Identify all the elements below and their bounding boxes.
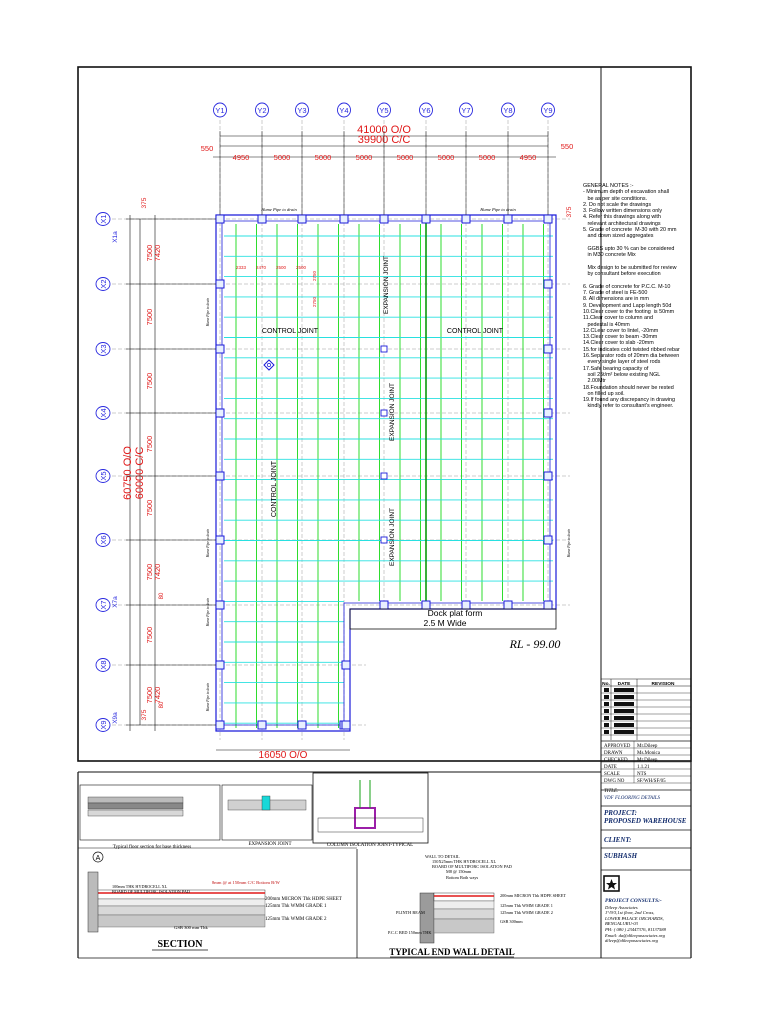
column-marker <box>544 280 552 288</box>
grid-bubble-label: Y8 <box>503 106 513 115</box>
column-marker <box>380 601 388 609</box>
dim-bay: 4950 <box>519 153 537 162</box>
note-item: 10.Clear cover to the footing is 50mm <box>583 308 675 315</box>
rev-mark <box>614 730 634 734</box>
dim-left-bay: 7420 <box>153 686 162 704</box>
section-title: SECTION <box>157 939 203 950</box>
floor-layer <box>88 797 183 803</box>
note-item: 4. Refer this drawings along with <box>583 214 661 221</box>
dim-left-bay: 7420 <box>153 563 162 581</box>
column-marker <box>258 721 266 729</box>
column-marker <box>258 215 266 223</box>
title-value: VDF FLOORING DETAILS <box>604 796 661 801</box>
dim-left-bay: 7500 <box>145 244 154 262</box>
hume-pipe-label-v: Hume Pipe to drain <box>567 528 571 558</box>
dim-overall-left: 60750 O/O <box>122 446 134 500</box>
notes-title: GENERAL NOTES :- <box>583 183 634 189</box>
column-marker <box>216 536 224 544</box>
note-item: 9. Development and Lapp length 50d <box>583 302 672 309</box>
column-marker <box>216 721 224 729</box>
grid-bubble-label: X3 <box>99 344 108 354</box>
consult-line: LOWER PALACE ORCHARDS, <box>605 915 664 921</box>
consultant-block <box>605 899 690 944</box>
panel-dim: 2333 <box>235 265 247 270</box>
grid-sub-label: X7a <box>112 596 119 608</box>
endwall-note: M8 @ 150mm <box>446 869 472 874</box>
note-item: 18.Foundation should never be rested <box>583 384 674 391</box>
approved-label: APPROVED <box>604 744 631 749</box>
rev-mark <box>604 730 609 734</box>
expansion-joint-label: EXPANSION JOINT <box>389 382 396 442</box>
note-item: 6. Grade of concrete for P.C.C. M-10 <box>583 283 671 290</box>
hume-pipe-label: Hume Pipe to drain <box>480 207 516 212</box>
hume-pipe-label-v: Hume Pipe to drain <box>206 597 210 627</box>
client-value: SUBHASH <box>604 852 638 860</box>
grid-bubble-label: X5 <box>99 471 108 481</box>
note-item: soil 25t/m² below existing NGL <box>583 371 661 378</box>
grid-bubble-label: X7 <box>99 600 108 610</box>
grid-bubble-label: Y5 <box>379 106 389 115</box>
panel-dim-v: 2750 <box>312 296 317 308</box>
endwall-note: 125mm Thk WMM GRADE 2 <box>500 910 553 915</box>
date-value: 1.1.21 <box>637 765 650 770</box>
approved-value: Mr.Dileep <box>637 744 658 749</box>
grid-bubble-label: Y2 <box>257 106 267 115</box>
dim-small: 375 <box>141 709 148 721</box>
scale-value: NTS <box>637 772 647 777</box>
endwall-note: Bottom Both ways <box>446 875 479 880</box>
consult-lines <box>605 905 690 944</box>
expansion-joint-label: EXPANSION JOINT <box>383 255 390 315</box>
note-item: relevant architectural drawings <box>583 220 661 227</box>
floor-layer <box>88 810 183 816</box>
column-marker <box>342 721 350 729</box>
floor-layer <box>88 803 183 809</box>
dim-small-right: 375 <box>566 206 573 218</box>
dim-bay: 5000 <box>314 153 332 162</box>
note-item: by consultant before execution <box>583 271 661 278</box>
note-item: every single layer of steel rods <box>583 359 661 366</box>
panel-dim-v: 2750 <box>312 270 317 282</box>
rev-mark <box>604 695 609 699</box>
dim-bay: 5000 <box>478 153 496 162</box>
layer-wmm2 <box>95 906 265 915</box>
column-marker <box>216 409 224 417</box>
note-item: and down sized aggregates <box>583 233 654 240</box>
note-item: 16.Separator rods of 20mm dia between <box>583 353 680 360</box>
control-joint-label-v: CONTROL JOINT <box>271 460 278 518</box>
endwall-note: WALL TO DETAIL <box>425 854 460 859</box>
column-marker-internal <box>381 346 387 352</box>
section-marker-label: A <box>95 855 101 862</box>
column-marker <box>504 601 512 609</box>
endwall-gsb <box>434 919 494 933</box>
column-marker <box>298 215 306 223</box>
dim-edge-right: 550 <box>560 142 574 151</box>
rev-mark <box>614 702 634 706</box>
section-note: 200mm MICRON Thk HDPE SHEET <box>265 897 342 902</box>
grid-sub-label: X9a <box>112 712 119 724</box>
note-item: 2.00Mtr <box>583 378 606 385</box>
consult-label: PROJECT CONSULTS:- <box>605 898 662 904</box>
date-label: DATE <box>604 765 617 770</box>
rev-mark <box>614 695 634 699</box>
dim-bay: 5000 <box>437 153 455 162</box>
column-caption: COLUMN ISOLATION JOINT-TYPICAL <box>326 843 414 848</box>
dim-bottom: 16050 O/O <box>258 750 308 761</box>
column-marker-internal <box>381 537 387 543</box>
note-item: 17.Safe bearing capacity of <box>583 365 649 372</box>
hume-pipe-label-v: Hume Pipe to drain <box>206 528 210 558</box>
note-item: 7. Grade of steel is FE-500 <box>583 290 648 297</box>
dock-label-2: 2.5 M Wide <box>423 618 467 628</box>
column-slab <box>318 818 423 832</box>
endwall-note: 200mm MICRON Thk HDPE SHEET <box>500 893 567 898</box>
dim-bay: 5000 <box>355 153 373 162</box>
column-marker <box>216 472 224 480</box>
control-joint-label: CONTROL JOINT <box>261 328 319 335</box>
endwall-note: GSB 300mm <box>500 919 523 924</box>
column-marker <box>504 215 512 223</box>
panel-dim: 2470 <box>255 265 267 270</box>
note-item: 14.Clear cover to slab -20mm <box>583 340 654 347</box>
rev-mark <box>604 688 609 692</box>
section-wall <box>88 872 98 932</box>
dwg-value: SF/WH/SF/05 <box>637 779 666 784</box>
grid-bubble-label: X8 <box>99 660 108 670</box>
consult-line: Dileep Associates <box>605 904 638 910</box>
diamond-marker <box>264 360 274 370</box>
details-area <box>78 761 691 958</box>
grid-sub-label: X1a <box>112 231 119 243</box>
note-item: - Minimum depth of excavation shall <box>583 189 669 196</box>
consult-line: 1°/9/3,1st floor, 2nd Cross, <box>605 910 655 916</box>
consult-line: dileep@dileepassociates.org <box>605 938 658 944</box>
grid-bubble-label: Y7 <box>461 106 471 115</box>
grid-bubble-label: X1 <box>99 214 108 224</box>
floor-caption: Typical floor section for base thickness <box>112 845 192 850</box>
dim-left-bay: 7500 <box>145 435 154 453</box>
note-item: 12.CLear cover to lintel, -20mm <box>583 327 659 334</box>
note-item: 19.If found any discrepancy in drawing <box>583 397 675 404</box>
detail-expansion-box <box>222 785 312 840</box>
note-item: be as per site conditions. <box>583 195 648 202</box>
note-item: on filled up soil. <box>583 390 625 397</box>
grid-bubble-label: Y9 <box>543 106 553 115</box>
project-value: PROPOSED WAREHOUSE <box>604 817 687 825</box>
rev-mark <box>614 709 634 713</box>
consult-line: BENGALURU-03 <box>605 921 638 927</box>
grid-bubble-label: X6 <box>99 535 108 545</box>
rev-header: DATE <box>617 682 631 687</box>
section-note: 125mm Thk WMM GRADE 2 <box>265 917 327 922</box>
grid-bubble-label: Y6 <box>421 106 431 115</box>
rev-mark <box>604 709 609 713</box>
dim-small: 80 <box>159 701 165 709</box>
column-marker <box>216 601 224 609</box>
expansion-caption: EXPANSION JOINT <box>248 842 292 847</box>
note-item: pedestal is 40mm <box>583 321 630 328</box>
rev-mark <box>604 716 609 720</box>
section-note: BOARD OF MULTIFORC ISOLATION PAD <box>112 889 190 894</box>
panel-dim: 2500 <box>275 265 287 270</box>
column-marker <box>216 215 224 223</box>
grid-bubble-label: X4 <box>99 408 108 418</box>
checked-label: CHECKED <box>604 758 628 763</box>
column-marker <box>544 472 552 480</box>
note-item: 5. Grade of concrete M-30 with 20 mm <box>583 227 677 234</box>
column-marker <box>216 345 224 353</box>
general-notes <box>583 183 688 410</box>
rev-mark <box>604 702 609 706</box>
column-marker <box>298 721 306 729</box>
section-note: 100mm THK HYDROCELL XL <box>112 884 168 889</box>
note-item: 13.Clear cover to beam -30mm <box>583 334 658 341</box>
note-item: 11.Clear cover to column and <box>583 315 654 322</box>
expansion-filler <box>262 796 270 810</box>
dim-left-bay: 7500 <box>145 372 154 390</box>
note-item: Mix design to be submitted for review <box>583 264 677 271</box>
column-marker <box>544 409 552 417</box>
grid-bubble-label: X2 <box>99 279 108 289</box>
diamond-marker-center <box>267 363 270 366</box>
rev-mark <box>604 723 609 727</box>
floor-plan <box>96 103 573 761</box>
column-marker <box>544 536 552 544</box>
column-marker <box>544 215 552 223</box>
dim-left-bay: 7420 <box>153 244 162 262</box>
endwall-note: P.C.C BED 150mm THK <box>388 930 432 935</box>
expansion-joint-label: EXPANSION JOINT <box>389 507 396 567</box>
dim-bay: 5000 <box>273 153 291 162</box>
column-marker <box>380 215 388 223</box>
client-label: CLIENT: <box>604 836 632 844</box>
layer-wmm1 <box>95 899 265 906</box>
column-marker <box>342 661 350 669</box>
drawn-label: DRAWN <box>604 751 623 756</box>
endwall-note: 125mm Thk WMM GRADE 1 <box>500 903 553 908</box>
hume-pipe-label-v: Hume Pipe to drain <box>206 682 210 712</box>
grid-bubble-label: Y1 <box>215 106 225 115</box>
scale-label: SCALE <box>604 772 620 777</box>
column-marker <box>216 661 224 669</box>
column-marker <box>422 215 430 223</box>
dim-cc-left: 60000 C/C <box>134 446 146 500</box>
control-joint-label: CONTROL JOINT <box>446 328 504 335</box>
title-label: TITLE: <box>604 789 619 794</box>
dim-cc-top: 39900 C/C <box>357 134 411 146</box>
rev-mark <box>614 688 634 692</box>
column-marker-internal <box>381 473 387 479</box>
column-marker <box>340 215 348 223</box>
endwall-note: BOARD OF MULTIFORC ISOLATION PAD <box>432 864 512 869</box>
panel-dim: 2500 <box>295 265 307 270</box>
endwall-title: TYPICAL END WALL DETAIL <box>389 947 515 957</box>
note-item: kindly refer to consultant's engineer. <box>583 403 674 410</box>
endwall-note: PLINTH BEAM <box>396 910 425 915</box>
column-marker <box>216 280 224 288</box>
endwall-wmm1 <box>434 901 494 909</box>
endwall-note: 150X25mm THK HYDROCELL XL <box>432 859 497 864</box>
grid-bubble-label: Y4 <box>339 106 349 115</box>
endwall-wmm2 <box>434 909 494 919</box>
dim-left-bay: 7500 <box>145 308 154 326</box>
column-marker <box>462 215 470 223</box>
dim-bay: 5000 <box>396 153 414 162</box>
drawn-value: Ms.Monica <box>637 751 660 756</box>
section-note: 8mm @ at 150mm C/C Bottom B/W <box>212 880 280 885</box>
dim-left-bay: 7500 <box>145 686 154 704</box>
checked-value: Mr.Dileep <box>637 758 658 763</box>
consult-line: Email: da@dileepassociates.org <box>605 932 665 938</box>
section-note: GSB 300 mm Thk <box>174 925 208 930</box>
dwg-label: DWG NO <box>604 779 625 784</box>
notes-list <box>583 189 688 409</box>
dim-left-bay: 7500 <box>145 563 154 581</box>
grid-bubble-label: X9 <box>99 720 108 730</box>
rev-header: No. <box>602 682 610 687</box>
project-label: PROJECT: <box>604 809 637 817</box>
section-note: 125mm Thk WMM GRADE 1 <box>265 904 327 909</box>
grid-bubble-label: Y3 <box>297 106 307 115</box>
dim-left-bay: 7500 <box>145 626 154 644</box>
dock-label-1: Dock plat form <box>427 608 483 618</box>
dim-left-bay: 7500 <box>145 499 154 517</box>
note-item: 8. All dimensions are in mm <box>583 296 649 303</box>
rev-mark <box>614 723 634 727</box>
dim-overall-top: 41000 O/O <box>357 124 411 136</box>
consult-line: PH: ( 080 ) 23447376, 81137588 <box>605 926 666 932</box>
column-marker <box>544 345 552 353</box>
note-item: 15.for indicates cold twisted ribbed rebar <box>583 346 680 353</box>
dim-edge-left: 550 <box>200 144 214 153</box>
rev-mark <box>614 716 634 720</box>
note-item: 3. Follow written dimensions only <box>583 208 663 215</box>
dim-bay: 4950 <box>232 153 250 162</box>
note-item: in M30 concrete Mix <box>583 252 636 259</box>
hume-pipe-label-v: Hume Pipe to drain <box>206 297 210 327</box>
note-item: GGBS upto 30 % can be considered <box>583 245 675 252</box>
endwall-slab <box>434 893 494 901</box>
note-item: 2. Do not scale the drawings <box>583 201 652 208</box>
dim-small: 375 <box>141 197 148 209</box>
column-marker <box>544 601 552 609</box>
dim-small: 80 <box>159 592 165 600</box>
hume-pipe-label: Hume Pipe to drain <box>261 207 297 212</box>
endwall-wall <box>420 893 434 943</box>
column-marker-internal <box>381 410 387 416</box>
rev-header: REVISION <box>651 682 675 687</box>
rl-label: RL - 99.00 <box>509 637 561 651</box>
